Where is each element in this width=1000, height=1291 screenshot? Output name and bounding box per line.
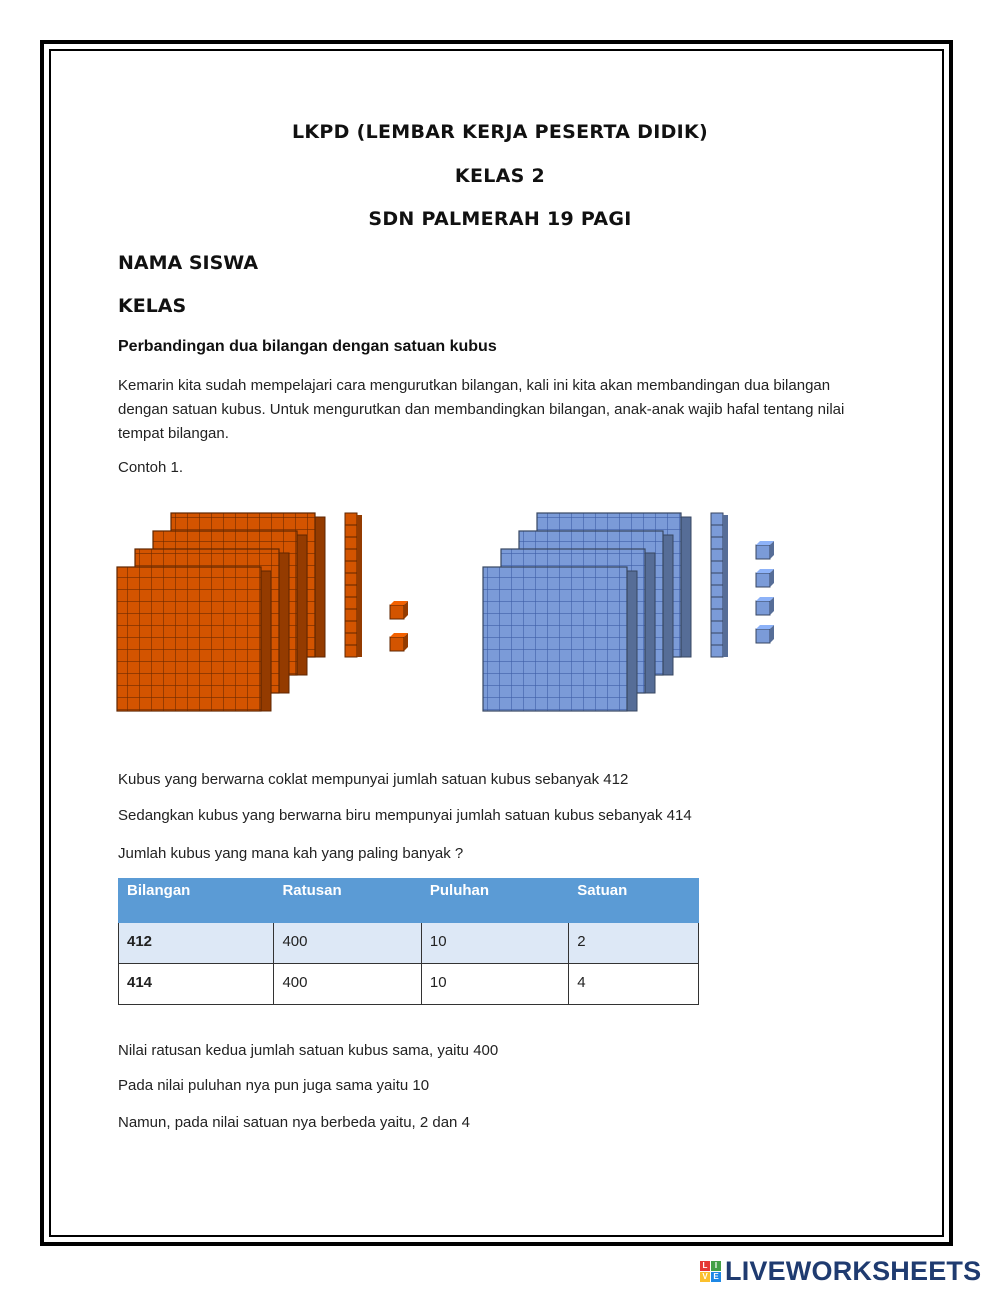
lesson-subtitle: Perbandingan dua bilangan dengan satuan kubus <box>118 338 497 355</box>
base-ten-blocks-illustration <box>115 505 795 720</box>
question-text: Jumlah kubus yang mana kah yang paling banyak ? <box>118 845 464 862</box>
place-value-table <box>118 878 699 1005</box>
cell-ones: 2 <box>569 923 699 964</box>
hundred-flat <box>117 567 271 711</box>
header-ratusan: Ratusan <box>274 879 421 923</box>
brown-blocks <box>117 513 408 711</box>
header-puluhan: Puluhan <box>421 879 568 923</box>
blue-blocks <box>483 513 774 711</box>
logo-letter: E <box>711 1272 721 1282</box>
one-unit-cube <box>756 541 774 559</box>
lesson-intro: Kemarin kita sudah mempelajari cara mengurutkan bilangan, kali ini kita akan membandingan dua bilangan dengan satuan kubus. Untuk mengurutkan dan membandingkan bilangan, anak-anak wajib hafal tentang nilai tempat bilangan. <box>118 377 845 442</box>
logo-letter: V <box>700 1272 710 1282</box>
ten-rod <box>711 513 728 657</box>
one-unit-cube <box>756 625 774 643</box>
worksheet-title: LKPD (LEMBAR KERJA PESERTA DIDIK) <box>291 121 709 143</box>
table-row <box>119 964 699 1005</box>
liveworksheets-brand[interactable] <box>700 1256 981 1286</box>
hundred-flat <box>483 567 637 711</box>
statement-brown: Kubus yang berwarna coklat mempunyai jumlah satuan kubus sebanyak 412 <box>118 771 629 788</box>
school-name: SDN PALMERAH 19 PAGI <box>368 208 632 230</box>
conclusion-ones: Namun, pada nilai satuan nya berbeda yaitu, 2 dan 4 <box>118 1114 470 1131</box>
ten-rod <box>345 513 362 657</box>
liveworksheets-logo-icon <box>700 1261 721 1282</box>
header-bilangan: Bilangan <box>119 879 274 923</box>
one-unit-cube <box>390 633 408 651</box>
table-header-row <box>119 879 699 923</box>
one-unit-cube <box>756 597 774 615</box>
conclusion-hundreds: Nilai ratusan kedua jumlah satuan kubus sama, yaitu 400 <box>118 1042 499 1059</box>
header-satuan: Satuan <box>569 879 699 923</box>
statement-blue: Sedangkan kubus yang berwarna biru mempunyai jumlah satuan kubus sebanyak 414 <box>118 807 692 824</box>
cell-ones: 4 <box>569 964 699 1005</box>
brand-name: LIVEWORKSHEETS <box>725 1255 982 1286</box>
student-name-label: NAMA SISWA <box>118 252 259 274</box>
table-row <box>119 923 699 964</box>
cell-number: 412 <box>119 923 274 964</box>
cell-tens: 10 <box>421 923 568 964</box>
class-level: KELAS 2 <box>454 165 546 187</box>
cell-tens: 10 <box>421 964 568 1005</box>
one-unit-cube <box>390 601 408 619</box>
one-unit-cube <box>756 569 774 587</box>
example-label: Contoh 1. <box>118 459 184 476</box>
conclusion-tens: Pada nilai puluhan nya pun juga sama yaitu 10 <box>118 1077 430 1094</box>
cell-hundreds: 400 <box>274 923 421 964</box>
logo-letter: L <box>700 1261 710 1271</box>
logo-letter: I <box>711 1261 721 1271</box>
cell-hundreds: 400 <box>274 964 421 1005</box>
student-class-label: KELAS <box>118 295 187 317</box>
cell-number: 414 <box>119 964 274 1005</box>
